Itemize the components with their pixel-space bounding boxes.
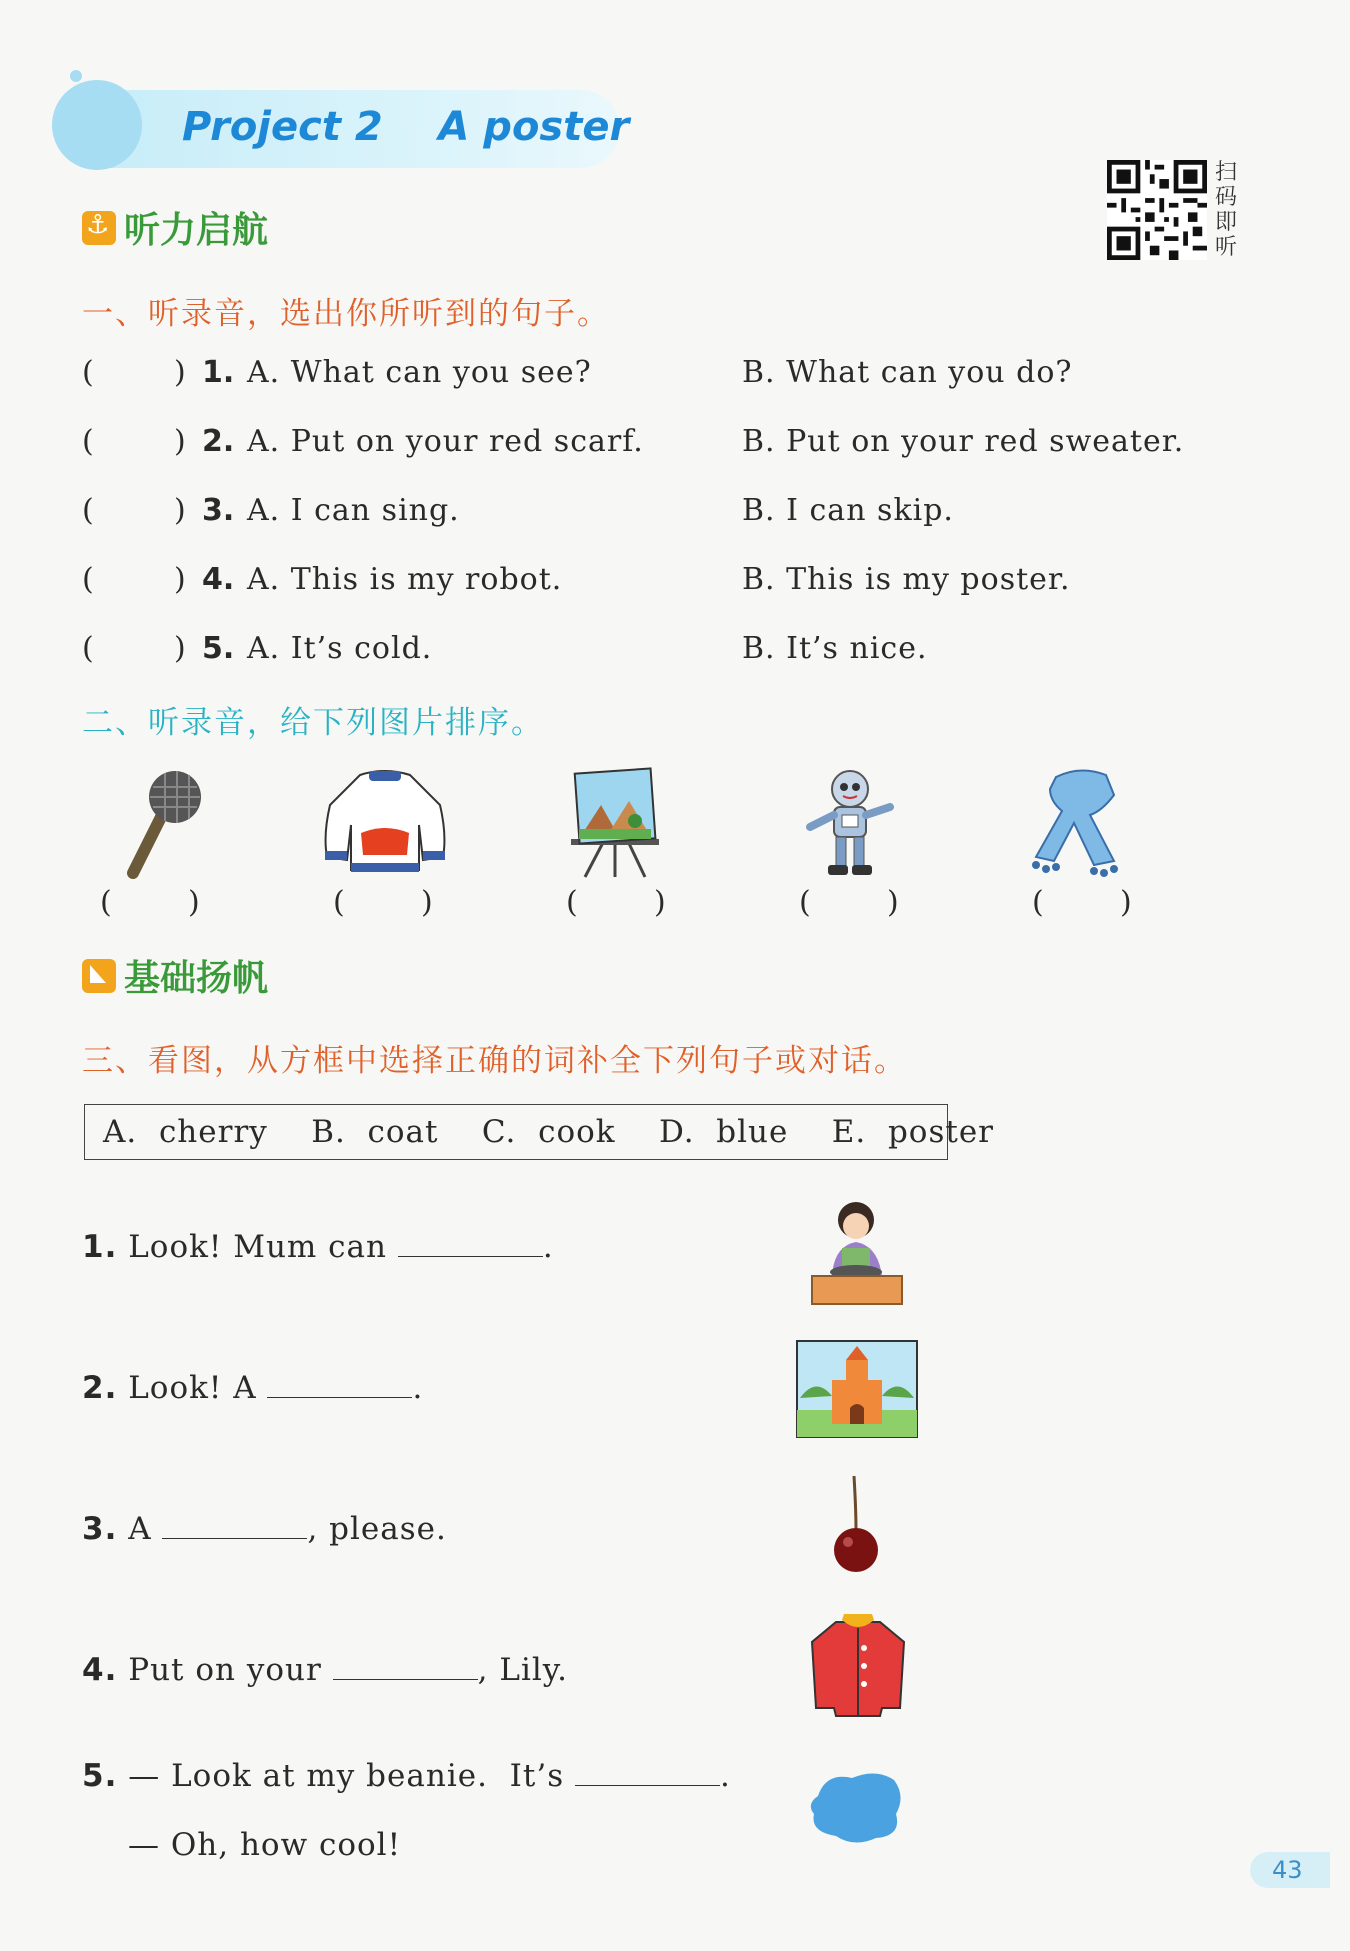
answer-paren[interactable]: ( ): [100, 885, 200, 920]
option-b: B. Put on your red sweater.: [742, 424, 1185, 459]
option-a: A. This is my robot.: [247, 562, 563, 597]
answer-paren[interactable]: ( ): [333, 885, 433, 920]
option-b: B. What can you do?: [742, 355, 1073, 390]
scarf-icon: [1010, 765, 1150, 880]
answer-paren[interactable]: ( ): [566, 885, 666, 920]
answer-blank[interactable]: [333, 1651, 478, 1680]
anchor-icon: [82, 211, 116, 245]
option-a: A. Put on your red scarf.: [247, 424, 644, 459]
section-heading-listening: ⚓ 听力启航: [82, 202, 268, 253]
option-b: B. I can skip.: [742, 493, 954, 528]
answer-blank[interactable]: [162, 1510, 307, 1539]
blue-splash-icon: [806, 1766, 906, 1846]
robot-icon: [780, 765, 920, 880]
part2-instruction: 二、听录音，给下列图片排序。: [82, 705, 544, 741]
part3-sentence-1: 1. Look! Mum can .: [82, 1229, 554, 1265]
poster-easel-icon: [545, 765, 685, 880]
answer-blank[interactable]: [398, 1228, 543, 1257]
part1-instruction: 一、听录音，选出你所听到的句子。: [82, 296, 610, 332]
microphone-icon: [105, 765, 245, 880]
option-a: A. What can you see?: [247, 355, 592, 390]
part1-row-2: ( ) 2. A. Put on your red scarf. B. Put on your red sweater.: [82, 424, 1185, 459]
sail-icon: [82, 959, 116, 993]
part3-reply: — Oh, how cool!: [128, 1827, 402, 1863]
qr-label: 扫 码 即 听: [1215, 160, 1238, 260]
option-a: A. I can sing.: [247, 493, 460, 528]
mum-cooking-icon: [800, 1198, 912, 1308]
mascot-ball-icon: [52, 80, 142, 170]
answer-paren[interactable]: ( ): [1032, 885, 1132, 920]
word-box: A. cherry B. coat C. cook D. blue E. poster: [84, 1104, 948, 1160]
answer-paren[interactable]: ( ): [799, 885, 899, 920]
part3-instruction: 三、看图，从方框中选择正确的词补全下列句子或对话。: [82, 1043, 907, 1079]
part3-sentence-2: 2. Look! A .: [82, 1370, 424, 1406]
mascot-antenna-icon: [70, 70, 82, 82]
red-coat-icon: [808, 1612, 908, 1718]
part3-sentence-3: 3. A , please.: [82, 1511, 447, 1547]
part3-sentence-5: 5. — Look at my beanie. It’s .: [82, 1758, 731, 1794]
sweater-icon: [315, 765, 455, 880]
part3-sentence-4: 4. Put on your , Lily.: [82, 1652, 569, 1688]
page-title: Project 2 A poster: [182, 104, 630, 150]
option-a: A. It’s cold.: [247, 631, 433, 666]
part1-row-4: ( ) 4. A. This is my robot. B. This is my poster.: [82, 562, 1071, 597]
answer-blank[interactable]: [267, 1369, 412, 1398]
answer-blank[interactable]: [575, 1757, 720, 1786]
part1-row-5: ( ) 5. A. It’s cold. B. It’s nice.: [82, 631, 928, 666]
qr-code-icon[interactable]: [1107, 160, 1207, 260]
part1-row-3: ( ) 3. A. I can sing. B. I can skip.: [82, 493, 954, 528]
option-b: B. It’s nice.: [742, 631, 928, 666]
part1-row-1: ( ) 1. A. What can you see? B. What can you do?: [82, 355, 1073, 390]
page-number: 43: [1250, 1852, 1330, 1888]
section-heading-basics: 基础扬帆: [82, 950, 268, 1001]
castle-poster-icon: [796, 1340, 918, 1438]
cherry-icon: [826, 1470, 886, 1576]
option-b: B. This is my poster.: [742, 562, 1071, 597]
